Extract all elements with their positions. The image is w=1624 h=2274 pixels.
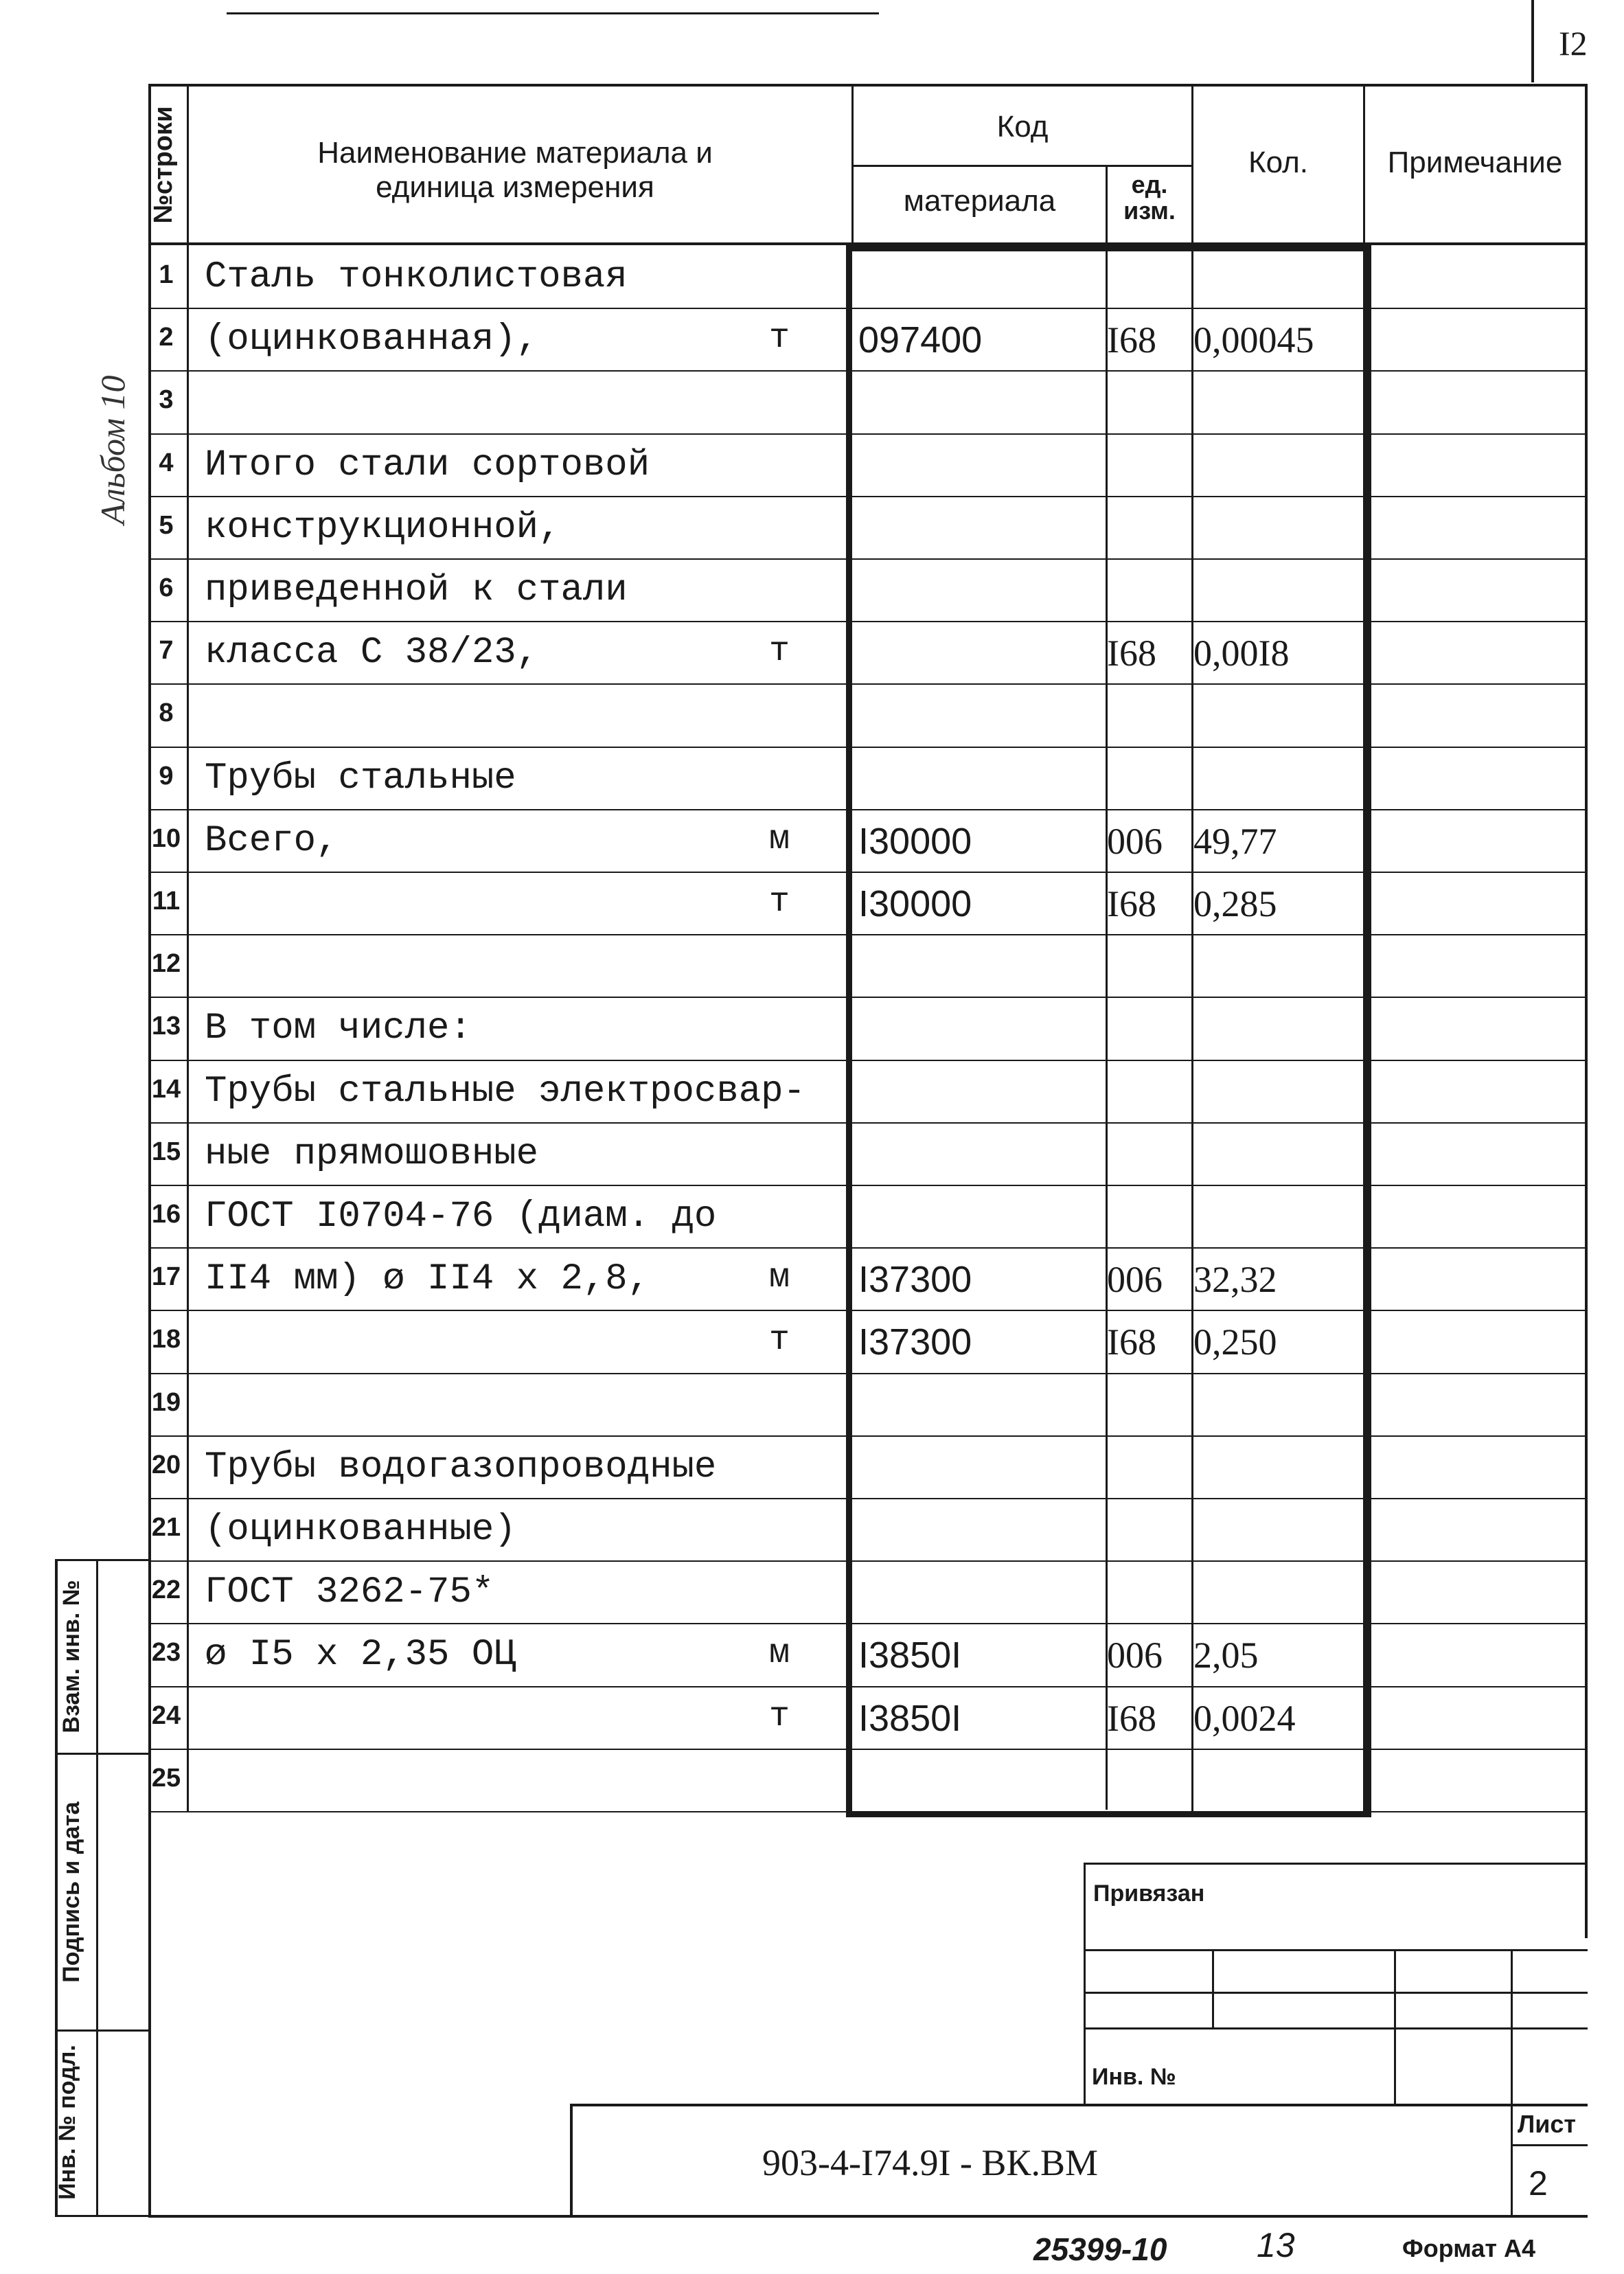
row-number: 16 xyxy=(151,1200,181,1229)
sheet-label: Лист xyxy=(1518,2110,1577,2138)
row-separator xyxy=(148,683,1588,685)
row-material-name: ные прямошовные xyxy=(205,1133,539,1175)
row-number: 6 xyxy=(159,573,174,602)
row-quantity: 2,05 xyxy=(1193,1635,1259,1676)
row-separator xyxy=(148,1185,1588,1186)
inv-no-label: Инв. № xyxy=(1092,2064,1176,2090)
sheet-label-line xyxy=(1511,2144,1588,2146)
corner-sheet-number: I2 xyxy=(1559,24,1588,62)
row-material-name: Сталь тонколистовая xyxy=(205,256,628,298)
privyazan-label: Привязан xyxy=(1093,1880,1205,1907)
row-separator xyxy=(148,934,1588,935)
title-block-v2 xyxy=(1394,1949,1396,2105)
side-stamp-inv-podl: Инв. № подл. xyxy=(54,2045,80,2200)
row-separator xyxy=(148,997,1588,998)
row-unit: м xyxy=(768,1258,790,1298)
header-code: Код xyxy=(996,110,1049,144)
row-number: 25 xyxy=(151,1763,181,1793)
row-number: 10 xyxy=(151,823,181,853)
row-number: 24 xyxy=(151,1701,181,1730)
row-material-code: I37300 xyxy=(858,1259,972,1301)
handwritten-page: 13 xyxy=(1257,2226,1295,2264)
row-separator xyxy=(148,1749,1588,1750)
row-number: 21 xyxy=(151,1513,181,1542)
row-number: 12 xyxy=(151,949,181,979)
row-material-name: Трубы стальные электросвар- xyxy=(205,1070,805,1113)
row-separator xyxy=(148,1060,1588,1061)
row-number: 8 xyxy=(159,698,174,728)
row-quantity: 49,77 xyxy=(1193,820,1277,862)
row-separator xyxy=(148,433,1588,435)
header-qty: Кол. xyxy=(1248,146,1309,179)
row-number: 18 xyxy=(151,1325,181,1354)
row-separator xyxy=(148,872,1588,873)
row-material-name: (оцинкованные) xyxy=(205,1509,516,1551)
row-number: 3 xyxy=(159,385,174,415)
row-material-name: приведенной к стали xyxy=(205,569,628,611)
doc-code-left-line xyxy=(570,2104,573,2217)
row-quantity: 0,250 xyxy=(1193,1321,1277,1363)
row-number: 22 xyxy=(151,1576,181,1605)
row-quantity: 0,285 xyxy=(1193,883,1277,924)
row-number: 4 xyxy=(159,448,174,477)
row-material-name: конструкционной, xyxy=(205,506,561,549)
row-number: 20 xyxy=(151,1450,181,1479)
row-quantity: 0,00I8 xyxy=(1193,633,1290,674)
corner-divider xyxy=(1531,0,1534,82)
row-material-name: (оцинкованная), xyxy=(205,319,539,361)
row-unit: т xyxy=(768,1696,790,1736)
row-unit-code: I68 xyxy=(1107,633,1156,674)
doc-code-top-line xyxy=(570,2104,1588,2106)
row-number: 11 xyxy=(152,887,181,916)
table-right-border xyxy=(1585,84,1588,1938)
document-code: 903-4-I74.9I - ВК.ВМ xyxy=(762,2142,1098,2183)
row-material-name: II4 мм) ø II4 x 2,8, xyxy=(205,1258,650,1301)
row-unit-code: I68 xyxy=(1107,1697,1156,1739)
row-unit-code: 006 xyxy=(1107,1635,1163,1676)
row-material-name: В том числе: xyxy=(205,1008,472,1050)
row-separator xyxy=(148,1623,1588,1624)
row-number: 23 xyxy=(151,1638,181,1668)
row-separator xyxy=(148,1310,1588,1311)
row-unit-code: 006 xyxy=(1107,820,1163,862)
row-material-name: ø I5 x 2,35 ОЦ xyxy=(205,1634,516,1676)
title-block-v3 xyxy=(1511,1949,1513,2217)
side-stamp-bottom xyxy=(55,2215,151,2217)
side-stamp-div1 xyxy=(55,1753,151,1755)
row-quantity: 0,00045 xyxy=(1193,319,1314,361)
row-unit-code: I68 xyxy=(1107,1321,1156,1363)
row-separator xyxy=(148,809,1588,810)
row-unit: т xyxy=(768,883,790,922)
row-unit: м xyxy=(768,819,790,859)
row-separator xyxy=(148,621,1588,622)
row-material-name: класса С 38/23, xyxy=(205,632,539,674)
row-unit-code: I68 xyxy=(1107,319,1156,361)
header-name-line2: единица измерения xyxy=(376,170,654,204)
row-number: 2 xyxy=(159,323,174,352)
row-material-name: Всего, xyxy=(205,819,339,862)
format-label: Формат А4 xyxy=(1402,2234,1536,2262)
row-number: 13 xyxy=(151,1012,181,1041)
row-unit-code: I68 xyxy=(1107,883,1156,924)
top-stray-line xyxy=(227,12,879,14)
row-unit: т xyxy=(768,319,790,359)
row-number: 15 xyxy=(151,1137,181,1166)
row-number: 14 xyxy=(151,1074,181,1104)
row-material-code: I30000 xyxy=(858,883,972,924)
row-separator xyxy=(148,1247,1588,1249)
rownum-col-border xyxy=(187,84,189,1811)
header-code-unit-1: ед. xyxy=(1131,170,1168,198)
side-stamp-mid-border xyxy=(96,1559,98,2217)
row-number: 1 xyxy=(159,260,174,289)
row-separator xyxy=(148,1498,1588,1499)
row-separator xyxy=(148,1373,1588,1374)
row-separator xyxy=(148,308,1588,309)
title-block-v1 xyxy=(1212,1949,1214,2029)
row-unit: т xyxy=(768,632,790,672)
header-code-material: материала xyxy=(903,184,1056,218)
row-unit-code: 006 xyxy=(1107,1259,1163,1301)
row-quantity: 0,0024 xyxy=(1193,1697,1296,1739)
row-material-name: ГОСТ 3262-75* xyxy=(205,1571,494,1614)
row-material-name: Трубы стальные xyxy=(205,757,516,799)
row-quantity: 32,32 xyxy=(1193,1259,1277,1301)
title-block-left-line xyxy=(1084,1863,1086,2106)
header-code-unit-2: изм. xyxy=(1123,196,1176,225)
side-stamp-div2 xyxy=(55,2029,151,2032)
row-separator xyxy=(148,1560,1588,1562)
row-material-code: I37300 xyxy=(858,1321,972,1363)
row-separator xyxy=(148,1686,1588,1687)
row-material-code: 097400 xyxy=(858,319,983,361)
table-top-border xyxy=(148,84,1588,87)
row-separator xyxy=(148,1811,1588,1812)
row-separator xyxy=(148,370,1588,372)
row-separator xyxy=(148,496,1588,497)
side-stamp-vzam-inv: Взам. инв. № xyxy=(58,1580,84,1733)
header-note: Примечание xyxy=(1387,146,1563,179)
row-material-code: I3850I xyxy=(858,1635,962,1676)
album-label: Альбом 10 xyxy=(93,375,132,525)
row-number: 9 xyxy=(159,761,174,791)
row-material-name: Трубы водогазопроводные xyxy=(205,1446,717,1488)
row-number: 7 xyxy=(159,636,174,666)
row-material-name: Итого стали сортовой xyxy=(205,444,650,486)
row-separator xyxy=(148,1122,1588,1124)
handwritten-number: 25399-10 xyxy=(1033,2231,1167,2267)
header-row-number: №строки xyxy=(149,106,178,224)
data-bold-frame xyxy=(846,245,1371,1817)
row-number: 5 xyxy=(159,510,174,540)
row-separator xyxy=(148,1435,1588,1437)
title-block-top-line xyxy=(1084,1863,1588,1865)
row-separator xyxy=(148,747,1588,748)
row-unit: т xyxy=(768,1321,790,1361)
page-bottom-line xyxy=(148,2215,1588,2218)
row-number: 17 xyxy=(151,1262,181,1292)
row-unit: м xyxy=(768,1634,790,1674)
row-material-name: ГОСТ I0704-76 (диам. до xyxy=(205,1196,717,1238)
header-name-line1: Наименование материала и xyxy=(317,136,713,170)
row-separator xyxy=(148,558,1588,560)
row-number: 19 xyxy=(151,1387,181,1417)
row-material-code: I3850I xyxy=(858,1697,962,1739)
sheet-number: 2 xyxy=(1529,2164,1548,2203)
row-material-code: I30000 xyxy=(858,820,972,862)
side-stamp-podpis-data: Подпись и дата xyxy=(58,1801,84,1983)
code-subheader-line xyxy=(851,165,1193,167)
